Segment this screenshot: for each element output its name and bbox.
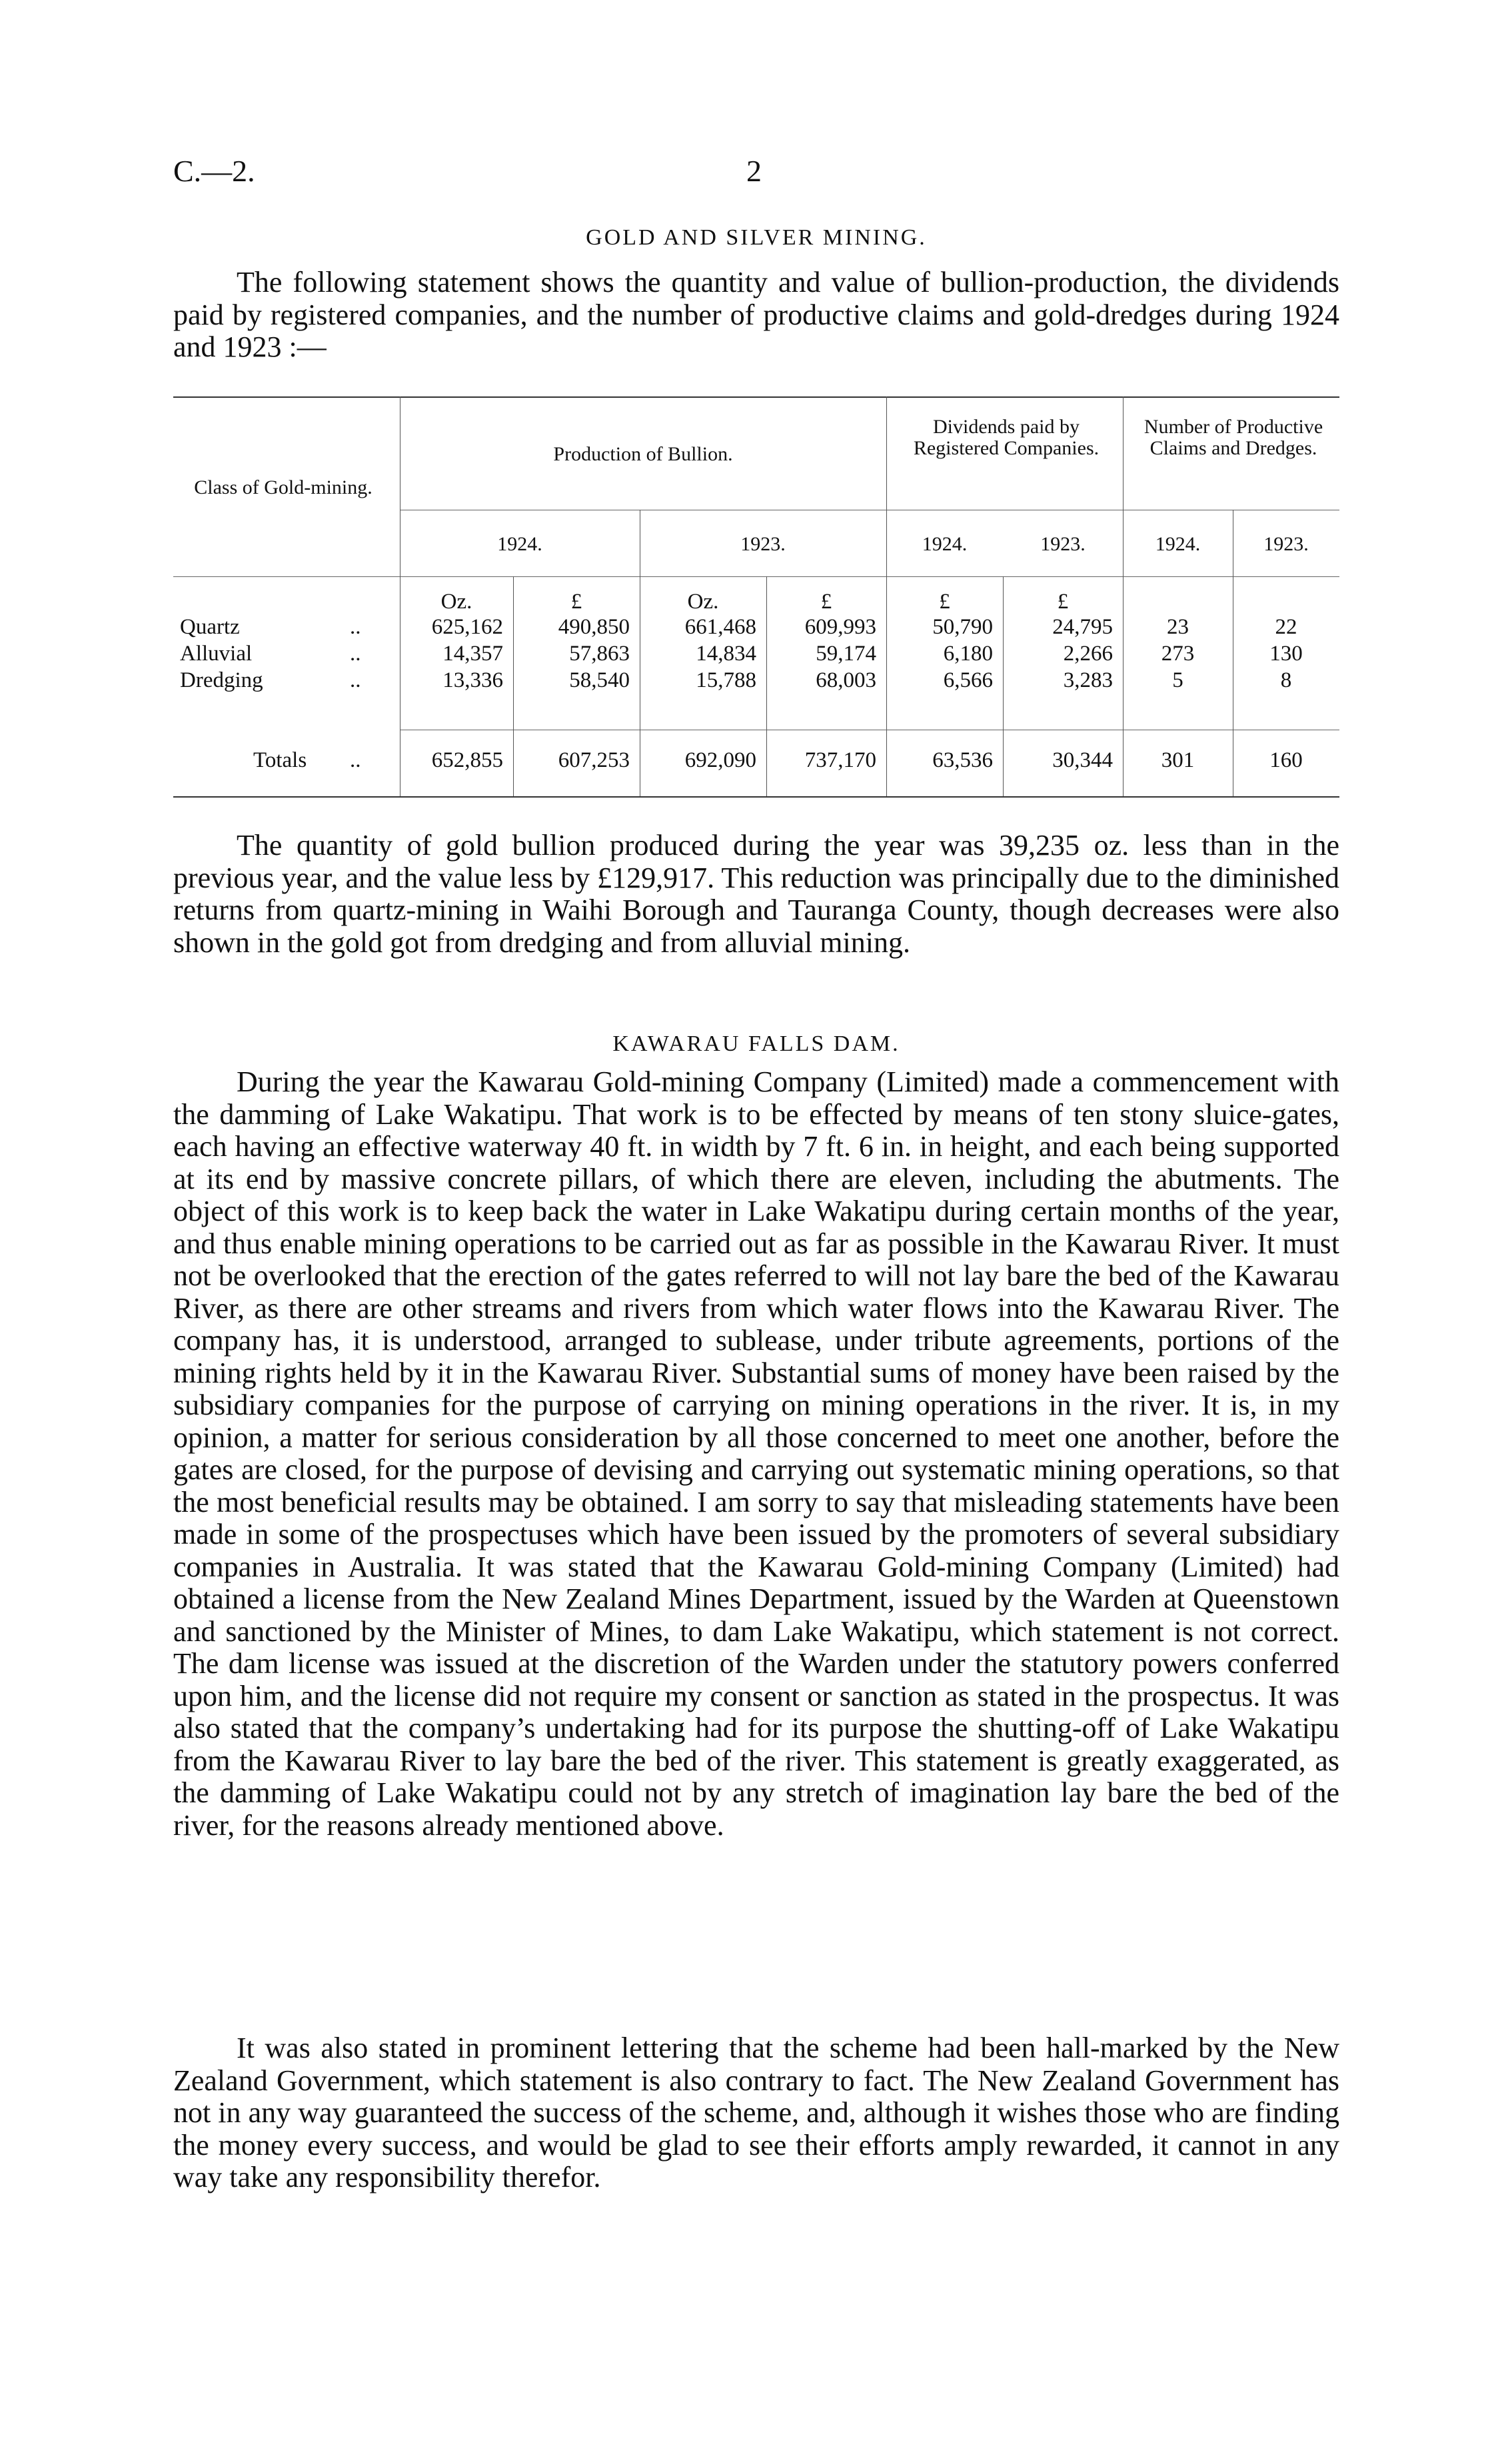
- row-label-totals: Totals: [253, 748, 307, 772]
- table-cell: 14,357: [442, 642, 503, 666]
- summary-paragraph: The quantity of gold bullion produced during the year was 39,235 oz. less than in the previous year, and the value less by £129,917. This reduction was principally due to the diminished returns from quartz-mining in Waihi Borough and Tauranga County, though decreases were also shown in the gold got from dredging and from alluvial mining.: [173, 829, 1339, 959]
- table-cell: 8: [1280, 668, 1292, 692]
- table-cell: 13,336: [442, 668, 503, 692]
- table-cell: 609,993: [804, 615, 876, 639]
- table-cell: 2,266: [1063, 642, 1113, 666]
- table-cell: 57,863: [569, 642, 630, 666]
- table-cell: 6,180: [943, 642, 993, 666]
- claims-header: Number of Productive Claims and Dredges.: [1143, 416, 1323, 459]
- production-header: Production of Bullion.: [553, 443, 733, 465]
- bullion-table: [173, 396, 1339, 816]
- dividends-header: Dividends paid by Registered Companies.: [913, 416, 1100, 459]
- leader-dots: ..: [350, 642, 361, 666]
- table-cell: 661,468: [684, 615, 756, 639]
- table-cell: 490,850: [558, 615, 630, 639]
- unit-label: £: [939, 590, 950, 614]
- table-cell: 59,174: [816, 642, 876, 666]
- kawarau-paragraph-2: It was also stated in prominent lettering that the scheme had been hall-marked by the New Zealand Government, which statement is also contrary to fact. The New Zealand Government has not in any way guaranteed the success of the scheme, and, although it wishes those who are finding the money every success, and would be glad to see their efforts amply rewarded, it cannot in any way take any responsibility therefor.: [173, 2032, 1339, 2193]
- table-cell: 301: [1161, 748, 1195, 772]
- leader-dots: ..: [350, 668, 361, 692]
- table-cell: 130: [1269, 642, 1303, 666]
- table-cell: 23: [1167, 615, 1189, 639]
- table-header-rule: [173, 576, 1339, 577]
- table-cell: 15,788: [696, 668, 756, 692]
- row-label-quartz: Quartz: [180, 615, 240, 639]
- section-heading-gold-silver: GOLD AND SILVER MINING.: [586, 225, 927, 250]
- intro-paragraph: The following statement shows the quantity and value of bullion-production, the dividends paid by registered companies, and the number of productive claims and gold-dredges during 1924 and 1923 :—: [173, 266, 1339, 363]
- class-header: Class of Gold-mining.: [194, 476, 373, 498]
- table-bottom-rule: [173, 796, 1339, 798]
- table-col-divider: [1123, 396, 1124, 796]
- year-header: 1923.: [1040, 533, 1086, 555]
- year-header: 1924.: [922, 533, 968, 555]
- table-cell: 30,344: [1052, 748, 1113, 772]
- table-cell: 14,834: [696, 642, 756, 666]
- table-cell: 625,162: [431, 615, 503, 639]
- kawarau-paragraph-1: During the year the Kawarau Gold-mining Company (Limited) made a commencement with the damming of Lake Wakatipu. That work is to be effected by means of ten stony sluice-gates, each having an effective waterway 40 ft. in width by 7 ft. 6 in. in height, and each being supported at its end by massive concrete pillars, of which there are eleven, including the abutments. The object of this work is to keep back the water in Lake Wakatipu during certain months of the year, and thus enable mining operations to be carried out as far as possible in the Kawarau River. It must not be overlooked that the erection of the gates referred to will not lay bare the bed of the Kawarau River, as there are other streams and rivers from which water flows into the Kawarau River. The company has, it is understood, arranged to sublease, under tribute agreements, portions of the mining rights held by it in the Kawarau River. Substantial sums of money have been raised by the subsidiary companies for the purpose of carrying on mining operations in the river. It is, in my opinion, a matter for serious consideration by all those concerned to meet one another, before the gates are closed, for the purpose of devising and carrying out systematic mining operations, so that the most beneficial results may be obtained. I am sorry to say that misleading statements have been made in some of the prospectuses which have been issued by the promoters of several subsidiary companies in Australia. It was stated that the Kawarau Gold-mining Company (Limited) had obtained a license from the New Zealand Mines Department, issued by the Warden at Queenstown and sanctioned by the Minister of Mines, to dam Lake Wakatipu, which statement is not correct. The dam license was issued at the discretion of the Warden under the statutory powers conferred upon him, and the license did not require my consent or sanction as stated in the prospectus. It was also stated that the company’s undertaking had for its purpose the shutting-off of Lake Wakatipu from the Kawarau River to lay bare the bed of the river. This statement is greatly exaggerated, as the damming of Lake Wakatipu could not by any stretch of imagination lay bare the bed of the river, for the reasons already mentioned above.: [173, 1065, 1339, 1842]
- table-cell: 5: [1172, 668, 1183, 692]
- table-cell: 652,855: [431, 748, 503, 772]
- unit-label: £: [1057, 590, 1069, 614]
- row-label-dredging: Dredging: [180, 668, 263, 692]
- leader-dots: ..: [350, 615, 361, 639]
- row-label-alluvial: Alluvial: [180, 642, 253, 666]
- unit-label: £: [820, 590, 832, 614]
- page-number: 2: [746, 154, 762, 188]
- section-heading-kawarau: KAWARAU FALLS DAM.: [612, 1031, 900, 1056]
- table-cell: 737,170: [804, 748, 876, 772]
- table-cell: 273: [1161, 642, 1195, 666]
- page-header: [173, 153, 1339, 193]
- year-header: 1923.: [740, 533, 786, 555]
- table-cell: 160: [1269, 748, 1303, 772]
- table-cell: 607,253: [558, 748, 630, 772]
- table-cell: 6,566: [943, 668, 993, 692]
- year-header: 1924.: [497, 533, 542, 555]
- table-cell: 58,540: [569, 668, 630, 692]
- table-top-rule: [173, 396, 1339, 398]
- unit-label: Oz.: [687, 590, 719, 614]
- year-header: 1924.: [1155, 533, 1201, 555]
- table-cell: 22: [1275, 615, 1297, 639]
- table-cell: 24,795: [1052, 615, 1113, 639]
- unit-label: Oz.: [440, 590, 472, 614]
- table-cell: 50,790: [932, 615, 993, 639]
- table-cell: 3,283: [1063, 668, 1113, 692]
- table-cell: 692,090: [684, 748, 756, 772]
- table-cell: 68,003: [816, 668, 876, 692]
- table-cell: 63,536: [932, 748, 993, 772]
- unit-label: £: [570, 590, 582, 614]
- document-reference: C.—2.: [173, 154, 255, 188]
- leader-dots: ..: [350, 748, 361, 772]
- year-header: 1923.: [1263, 533, 1309, 555]
